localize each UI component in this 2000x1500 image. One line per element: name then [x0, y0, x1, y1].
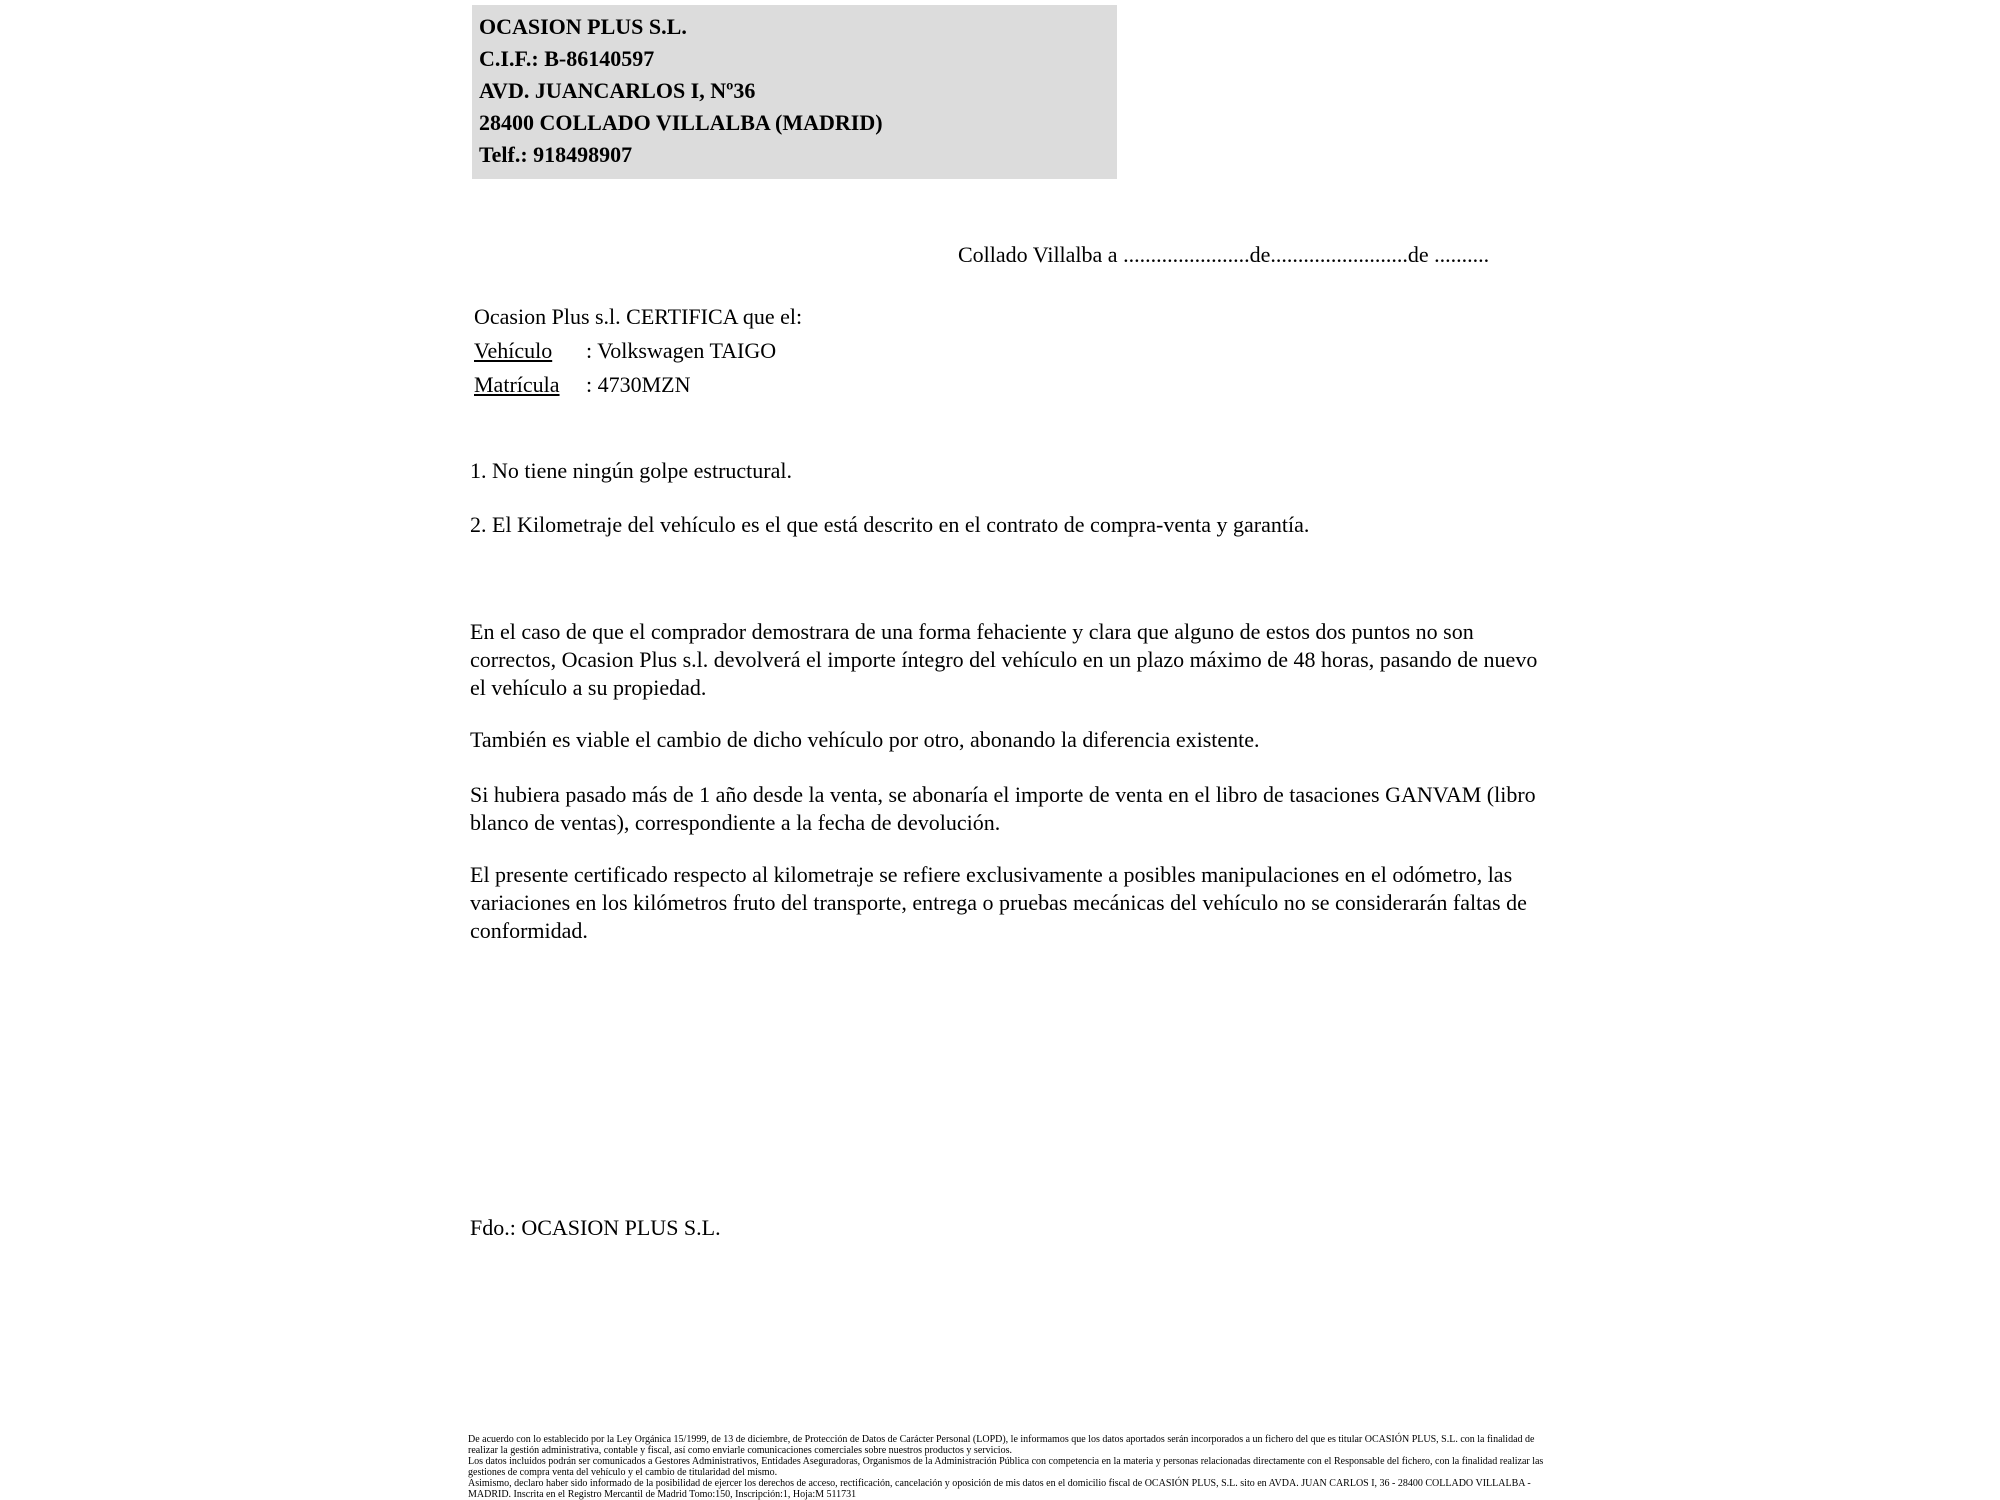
- company-city: 28400 COLLADO VILLALBA (MADRID): [479, 110, 883, 135]
- company-address: AVD. JUANCARLOS I, Nº36: [479, 78, 756, 103]
- company-header-box: [472, 5, 1117, 179]
- plate-line: [474, 368, 802, 402]
- certify-intro: Ocasion Plus s.l. CERTIFICA que el:: [474, 304, 803, 329]
- vehicle-label: Vehículo: [474, 338, 553, 363]
- vehicle-value: Volkswagen TAIGO: [597, 338, 777, 363]
- legal-paragraph-rights: Asimismo, declaro haber sido informado de la posibilidad de ejercer los derechos de acceso, rectificación, cancelación y oposición de mis datos en el domicilio fiscal de OCASIÓN PLUS, S.L. sito en AVDA. JUAN CARLOS I, 36 - 28400 COLLADO VILLALBA - MADRID. Inscrita en el Registro Mercantil de Madrid Tomo:150, Inscripción:1, Hoja:M 511731: [468, 1478, 1531, 1500]
- paragraph-ganvam: Si hubiera pasado más de 1 año desde la venta, se abonaría el importe de venta en el libro de tasaciones GANVAM (libro blanco de ventas), correspondiente a la fecha de devolución.: [470, 782, 1536, 835]
- legal-paragraph-lopd: De acuerdo con lo establecido por la Ley Orgánica 15/1999, de 13 de diciembre, de Protección de Datos de Carácter Personal (LOPD), le informamos que los datos aportados serán incorporados a un fichero del que es titular OCASIÓN PLUS, S.L. con la finalidad de realizar la gestión administrativa, contable y fiscal, así como enviarle comunicaciones comerciales sobre nuestros productos y servicios.: [468, 1434, 1535, 1456]
- point-2: 2. El Kilometraje del vehículo es el que está descrito en el contrato de compra-venta y garantía.: [470, 512, 1310, 537]
- date-line: Collado Villalba a .......................de.........................de ..........: [958, 242, 1490, 267]
- certify-block: [474, 300, 802, 402]
- legal-footer: [468, 1434, 1554, 1500]
- paragraph-refund: En el caso de que el comprador demostrara de una forma fehaciente y clara que alguno de estos dos puntos no son correctos, Ocasion Plus s.l. devolverá el importe íntegro del vehículo en un plazo máximo de 48 horas, pasando de nuevo el vehículo a su propiedad.: [470, 619, 1538, 700]
- plate-separator: :: [586, 372, 598, 397]
- company-cif: C.I.F.: B-86140597: [479, 46, 655, 71]
- point-1: 1. No tiene ningún golpe estructural.: [470, 458, 792, 483]
- signature-line: Fdo.: OCASION PLUS S.L.: [470, 1215, 721, 1240]
- company-phone: Telf.: 918498907: [479, 142, 633, 167]
- vehicle-line: [474, 334, 802, 368]
- plate-label: Matrícula: [474, 372, 560, 397]
- plate-value: 4730MZN: [597, 372, 691, 397]
- vehicle-separator: :: [586, 338, 598, 363]
- legal-paragraph-data-sharing: Los datos incluidos podrán ser comunicados a Gestores Administrativos, Entidades Aseguradoras, Organismos de la Administración Pública con competencia en la materia y personas relacionadas directamente con el Responsable del fichero, con la finalidad realizar las gestiones de compra venta del vehículo y el cambio de titularidad del mismo.: [468, 1456, 1544, 1478]
- paragraph-exchange: También es viable el cambio de dicho vehículo por otro, abonando la diferencia existente.: [470, 727, 1260, 752]
- paragraph-odometer: El presente certificado respecto al kilometraje se refiere exclusivamente a posibles manipulaciones en el odómetro, las variaciones en los kilómetros fruto del transporte, entrega o pruebas mecánicas del vehículo no se considerarán faltas de conformidad.: [470, 862, 1527, 943]
- company-name: OCASION PLUS S.L.: [479, 14, 687, 39]
